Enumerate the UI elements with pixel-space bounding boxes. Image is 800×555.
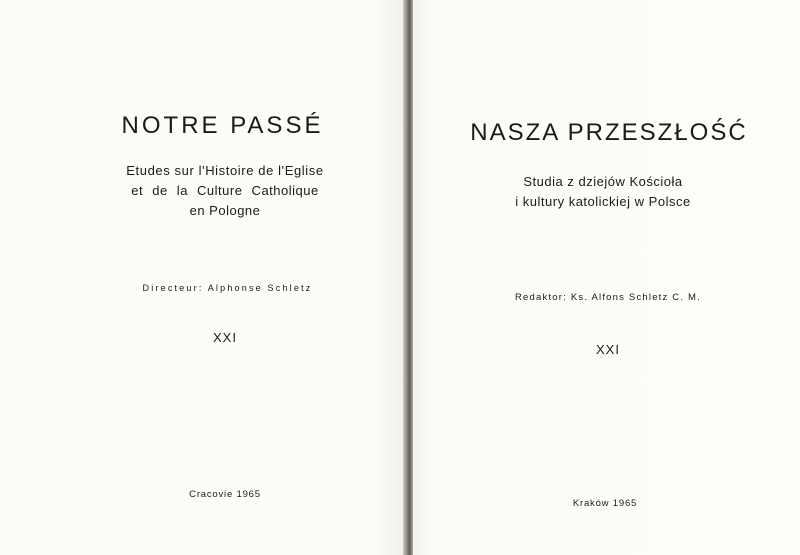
left-page-title: NOTRE PASSÉ <box>121 112 324 139</box>
left-page-subtitle-line-3: en Pologne <box>189 203 261 218</box>
right-page-volume: XXI <box>596 342 620 357</box>
left-page-editor: Directeur: Alphonse Schletz <box>142 283 313 293</box>
right-page-subtitle-line-2: i kultury katolickiej w Polsce <box>515 194 691 209</box>
right-page-imprint: Kraków 1965 <box>572 498 638 509</box>
left-page-volume: XXI <box>213 330 237 345</box>
right-page-editor: Redaktor: Ks. Alfons Schletz C. M. <box>515 292 701 303</box>
left-page-subtitle-line-2: et de la Culture Catholique <box>131 183 319 198</box>
right-page-subtitle-line-1: Studia z dziejów Kościoła <box>523 174 683 189</box>
left-page-imprint: Cracovie 1965 <box>189 489 261 500</box>
right-page <box>413 0 800 555</box>
right-page-title: NASZA PRZESZŁOŚĆ <box>470 119 748 146</box>
left-page-subtitle-line-1: Etudes sur l'Histoire de l'Eglise <box>126 163 324 178</box>
